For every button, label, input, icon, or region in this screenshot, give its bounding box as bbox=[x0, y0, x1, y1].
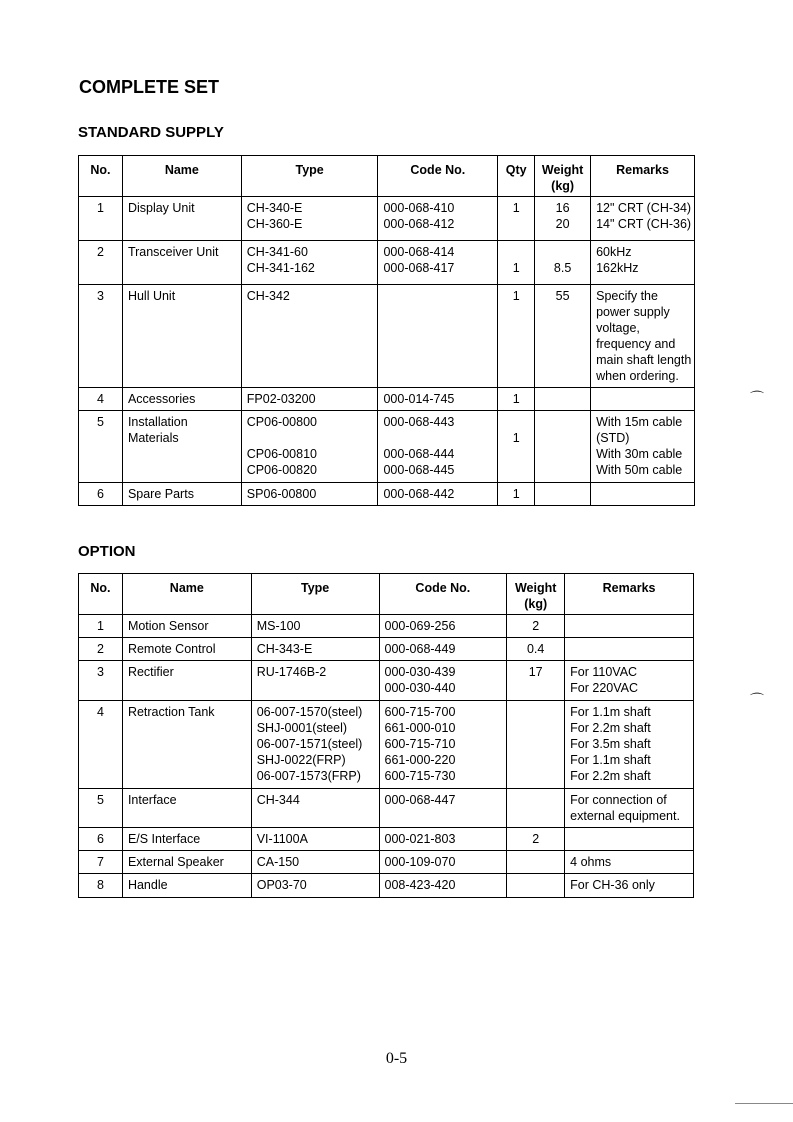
cell-weight bbox=[535, 483, 591, 506]
weight-line: 16 bbox=[555, 201, 570, 215]
name-line: Motion Sensor bbox=[127, 619, 209, 633]
code-line: 000-030-439 bbox=[384, 665, 456, 679]
type-line: CH-341-60 bbox=[246, 245, 308, 259]
cell-weight bbox=[535, 411, 591, 483]
cell-code bbox=[378, 241, 498, 285]
name-line: Interface bbox=[127, 793, 177, 807]
weight-line: 55 bbox=[555, 289, 570, 303]
table-row bbox=[79, 789, 694, 828]
cell-no: 7 bbox=[79, 851, 123, 874]
cell-type bbox=[241, 388, 378, 411]
cell-remarks bbox=[565, 661, 694, 701]
cell-remarks bbox=[565, 828, 694, 851]
type-line: 06-007-1571(steel) bbox=[256, 737, 363, 751]
name-line: E/S Interface bbox=[127, 832, 201, 846]
cell-code bbox=[379, 851, 507, 874]
cell-type bbox=[251, 851, 379, 874]
cell-type bbox=[251, 638, 379, 661]
cell-remarks bbox=[591, 411, 695, 483]
weight-line: 20 bbox=[555, 217, 570, 231]
cell-name bbox=[122, 483, 241, 506]
option-header-no: No. bbox=[79, 574, 123, 615]
cell-remarks bbox=[565, 874, 694, 898]
type-line: CH-344 bbox=[256, 793, 300, 807]
code-line bbox=[383, 430, 497, 446]
cell-type bbox=[241, 411, 378, 483]
type-line: 06-007-1573(FRP) bbox=[256, 769, 361, 783]
cell-no: 6 bbox=[79, 828, 123, 851]
name-line: Accessories bbox=[127, 392, 196, 406]
cell-type bbox=[251, 828, 379, 851]
cell-weight bbox=[507, 851, 565, 874]
table-row bbox=[79, 483, 695, 506]
cell-weight bbox=[507, 701, 565, 789]
type-line: CP06-00820 bbox=[246, 463, 317, 477]
code-line: 000-068-443 bbox=[383, 415, 455, 429]
cell-remarks bbox=[565, 638, 694, 661]
weight-line: 2 bbox=[532, 832, 540, 846]
code-line: 000-030-440 bbox=[384, 681, 456, 695]
cell-type bbox=[251, 701, 379, 789]
remarks-line: 14" CRT (CH-36) bbox=[596, 217, 692, 231]
remarks-line: For CH-36 only bbox=[570, 878, 655, 892]
standard-supply-table bbox=[78, 155, 695, 506]
qty-line: 1 bbox=[512, 392, 520, 406]
cell-remarks bbox=[565, 615, 694, 638]
cell-code bbox=[378, 285, 498, 388]
cell-type bbox=[251, 874, 379, 898]
cell-weight bbox=[507, 661, 565, 701]
option-header-type: Type bbox=[251, 574, 379, 615]
weight-line bbox=[535, 244, 590, 260]
cell-name bbox=[122, 828, 251, 851]
page-number: 0-5 bbox=[385, 1050, 408, 1067]
code-line: 000-069-256 bbox=[384, 619, 456, 633]
code-line: 000-068-442 bbox=[383, 487, 455, 501]
cell-code bbox=[379, 828, 507, 851]
cell-no: 4 bbox=[79, 388, 123, 411]
type-line: SHJ-0001(steel) bbox=[256, 721, 348, 735]
code-line: 000-109-070 bbox=[384, 855, 456, 869]
qty-line: 1 bbox=[512, 487, 520, 501]
weight-line bbox=[535, 414, 590, 430]
page-title: COMPLETE SET bbox=[79, 77, 220, 97]
cell-weight bbox=[507, 615, 565, 638]
remarks-line: For 110VAC bbox=[570, 665, 638, 679]
table-row bbox=[79, 241, 695, 285]
remarks-line bbox=[596, 486, 694, 502]
code-line: 600-715-710 bbox=[384, 737, 456, 751]
cell-name bbox=[122, 789, 251, 828]
remarks-line: With 30m cable bbox=[596, 447, 683, 461]
remarks-line: (STD) bbox=[596, 431, 630, 445]
option-header-code: Code No. bbox=[379, 574, 507, 615]
table-row bbox=[79, 285, 695, 388]
footer-rule bbox=[735, 1103, 793, 1104]
cell-qty bbox=[498, 197, 535, 241]
header-qty: Qty bbox=[498, 156, 535, 197]
qty-line: 1 bbox=[512, 261, 520, 275]
weight-line bbox=[507, 854, 564, 870]
code-line: 000-068-444 bbox=[383, 447, 455, 461]
cell-remarks bbox=[591, 388, 695, 411]
cell-weight bbox=[535, 388, 591, 411]
cell-code bbox=[379, 701, 507, 789]
code-line: 000-068-414 bbox=[383, 245, 455, 259]
remarks-line: For connection of bbox=[570, 793, 667, 807]
table-row bbox=[79, 701, 694, 789]
cell-remarks bbox=[591, 285, 695, 388]
name-line: External Speaker bbox=[127, 855, 224, 869]
remarks-line: power supply bbox=[596, 305, 670, 319]
remarks-line: external equipment. bbox=[570, 809, 680, 823]
cell-qty bbox=[498, 411, 535, 483]
cell-remarks bbox=[565, 701, 694, 789]
remarks-line: voltage, bbox=[596, 321, 640, 335]
remarks-line: when ordering. bbox=[596, 369, 679, 383]
table-row bbox=[79, 874, 694, 898]
cell-weight bbox=[535, 285, 591, 388]
code-line: 000-068-410 bbox=[383, 201, 455, 215]
remarks-line: 60kHz bbox=[596, 245, 632, 259]
qty-line bbox=[498, 244, 534, 260]
cell-remarks bbox=[591, 197, 695, 241]
weight-line: 8.5 bbox=[553, 261, 572, 275]
cell-code bbox=[378, 388, 498, 411]
cell-name bbox=[122, 661, 251, 701]
code-line: 000-014-745 bbox=[383, 392, 455, 406]
table-row bbox=[79, 828, 694, 851]
type-line: CP06-00800 bbox=[246, 415, 317, 429]
option-header-weight-label: Weight bbox=[514, 581, 557, 595]
cell-name bbox=[122, 615, 251, 638]
cell-type bbox=[241, 483, 378, 506]
name-line: Rectifier bbox=[127, 665, 174, 679]
cell-no: 8 bbox=[79, 874, 123, 898]
name-line: Hull Unit bbox=[127, 289, 176, 303]
cell-qty bbox=[498, 388, 535, 411]
weight-line bbox=[535, 391, 590, 407]
qty-line: 1 bbox=[512, 201, 520, 215]
name-line: Installation bbox=[127, 415, 188, 429]
name-line: Retraction Tank bbox=[127, 705, 215, 719]
type-line: CH-341-162 bbox=[246, 261, 315, 275]
cell-no: 2 bbox=[79, 638, 123, 661]
cell-type bbox=[241, 241, 378, 285]
remarks-line: 12" CRT (CH-34) bbox=[596, 201, 692, 215]
table-row bbox=[79, 615, 694, 638]
header-code: Code No. bbox=[378, 156, 498, 197]
type-line: OP03-70 bbox=[256, 878, 307, 892]
cell-type bbox=[251, 789, 379, 828]
cell-weight bbox=[535, 197, 591, 241]
cell-code bbox=[378, 483, 498, 506]
cell-name bbox=[122, 638, 251, 661]
type-line: CH-342 bbox=[246, 289, 290, 303]
weight-line bbox=[507, 704, 564, 720]
cell-name bbox=[122, 241, 241, 285]
cell-name bbox=[122, 874, 251, 898]
remarks-line bbox=[570, 641, 693, 657]
remarks-line: For 2.2m shaft bbox=[570, 721, 651, 735]
remarks-line: With 15m cable bbox=[596, 415, 683, 429]
table-row bbox=[79, 661, 694, 701]
remarks-line: For 1.1m shaft bbox=[570, 705, 651, 719]
cell-code bbox=[379, 874, 507, 898]
option-header-remarks: Remarks bbox=[565, 574, 694, 615]
cell-type bbox=[241, 285, 378, 388]
cell-name bbox=[122, 411, 241, 483]
cell-qty bbox=[498, 285, 535, 388]
cell-no: 1 bbox=[79, 615, 123, 638]
option-header-weight-unit: (kg) bbox=[524, 597, 548, 611]
name-line: Materials bbox=[127, 431, 179, 445]
type-line: CH-360-E bbox=[246, 217, 303, 231]
type-line: CA-150 bbox=[256, 855, 300, 869]
cell-weight bbox=[507, 638, 565, 661]
cell-no: 3 bbox=[79, 661, 123, 701]
header-type: Type bbox=[241, 156, 378, 197]
type-line: SP06-00800 bbox=[246, 487, 317, 501]
remarks-line: 4 ohms bbox=[570, 855, 612, 869]
standard-supply-heading: STANDARD SUPPLY bbox=[78, 124, 224, 141]
code-line: 600-715-700 bbox=[384, 705, 456, 719]
header-weight bbox=[535, 156, 591, 197]
remarks-line bbox=[570, 831, 693, 847]
cell-name bbox=[122, 285, 241, 388]
cell-name bbox=[122, 197, 241, 241]
code-line bbox=[383, 288, 497, 304]
cell-name bbox=[122, 388, 241, 411]
code-line: 000-068-417 bbox=[383, 261, 455, 275]
cell-remarks bbox=[591, 483, 695, 506]
qty-line: 1 bbox=[512, 431, 520, 445]
cell-code bbox=[378, 197, 498, 241]
cell-remarks bbox=[565, 851, 694, 874]
cell-weight bbox=[507, 789, 565, 828]
cell-code bbox=[379, 638, 507, 661]
name-line: Display Unit bbox=[127, 201, 195, 215]
code-line: 008-423-420 bbox=[384, 878, 456, 892]
cell-qty bbox=[498, 483, 535, 506]
cell-no: 5 bbox=[79, 411, 123, 483]
header-name: Name bbox=[122, 156, 241, 197]
code-line: 600-715-730 bbox=[384, 769, 456, 783]
cell-name bbox=[122, 851, 251, 874]
margin-mark: ⌒ bbox=[750, 692, 764, 708]
type-line: SHJ-0022(FRP) bbox=[256, 753, 346, 767]
cell-weight bbox=[535, 241, 591, 285]
remarks-line: For 220VAC bbox=[570, 681, 639, 695]
cell-remarks bbox=[591, 241, 695, 285]
type-line: CH-340-E bbox=[246, 201, 303, 215]
type-line: FP02-03200 bbox=[246, 392, 316, 406]
qty-line bbox=[498, 414, 534, 430]
cell-no: 3 bbox=[79, 285, 123, 388]
remarks-line: For 1.1m shaft bbox=[570, 753, 651, 767]
cell-type bbox=[251, 661, 379, 701]
weight-line: 0.4 bbox=[526, 642, 545, 656]
weight-line bbox=[507, 877, 564, 893]
remarks-line: 162kHz bbox=[596, 261, 639, 275]
name-line: Handle bbox=[127, 878, 168, 892]
name-line: Spare Parts bbox=[127, 487, 194, 501]
cell-qty bbox=[498, 241, 535, 285]
header-weight-label: Weight bbox=[541, 163, 584, 177]
type-line: VI-1100A bbox=[256, 832, 308, 846]
cell-no: 4 bbox=[79, 701, 123, 789]
remarks-line: frequency and bbox=[596, 337, 676, 351]
type-line bbox=[247, 430, 378, 446]
table-row bbox=[79, 197, 695, 241]
weight-line: 17 bbox=[528, 665, 543, 679]
cell-code bbox=[379, 615, 507, 638]
qty-line: 1 bbox=[512, 289, 520, 303]
name-line: Transceiver Unit bbox=[127, 245, 219, 259]
cell-code bbox=[379, 789, 507, 828]
type-line: CH-343-E bbox=[256, 642, 313, 656]
option-heading: OPTION bbox=[78, 543, 136, 560]
cell-remarks bbox=[565, 789, 694, 828]
type-line: RU-1746B-2 bbox=[256, 665, 327, 679]
option-header-name: Name bbox=[122, 574, 251, 615]
header-remarks: Remarks bbox=[591, 156, 695, 197]
table-row bbox=[79, 638, 694, 661]
code-line: 661-000-010 bbox=[384, 721, 456, 735]
cell-no: 5 bbox=[79, 789, 123, 828]
type-line: CP06-00810 bbox=[246, 447, 317, 461]
code-line: 000-068-412 bbox=[383, 217, 455, 231]
code-line: 000-068-449 bbox=[384, 642, 456, 656]
option-header-weight bbox=[507, 574, 565, 615]
cell-no: 2 bbox=[79, 241, 123, 285]
margin-mark: ⌒ bbox=[750, 390, 764, 406]
code-line: 661-000-220 bbox=[384, 753, 456, 767]
table-row bbox=[79, 411, 695, 483]
remarks-line: For 2.2m shaft bbox=[570, 769, 651, 783]
weight-line: 2 bbox=[532, 619, 540, 633]
code-line: 000-068-445 bbox=[383, 463, 455, 477]
code-line: 000-021-803 bbox=[384, 832, 456, 846]
weight-line bbox=[535, 486, 590, 502]
cell-weight bbox=[507, 874, 565, 898]
cell-type bbox=[251, 615, 379, 638]
weight-line bbox=[507, 792, 564, 808]
header-no: No. bbox=[79, 156, 123, 197]
cell-type bbox=[241, 197, 378, 241]
table-row bbox=[79, 388, 695, 411]
cell-weight bbox=[507, 828, 565, 851]
type-line: MS-100 bbox=[256, 619, 301, 633]
option-table bbox=[78, 573, 694, 898]
cell-no: 6 bbox=[79, 483, 123, 506]
table-row bbox=[79, 851, 694, 874]
cell-code bbox=[378, 411, 498, 483]
remarks-line: main shaft length bbox=[596, 353, 692, 367]
cell-no: 1 bbox=[79, 197, 123, 241]
type-line: 06-007-1570(steel) bbox=[256, 705, 363, 719]
cell-name bbox=[122, 701, 251, 789]
name-line: Remote Control bbox=[127, 642, 216, 656]
code-line: 000-068-447 bbox=[384, 793, 456, 807]
remarks-line: For 3.5m shaft bbox=[570, 737, 651, 751]
cell-code bbox=[379, 661, 507, 701]
remarks-line: With 50m cable bbox=[596, 463, 683, 477]
remarks-line bbox=[596, 391, 694, 407]
remarks-line: Specify the bbox=[596, 289, 658, 303]
remarks-line bbox=[570, 618, 693, 634]
header-weight-unit: (kg) bbox=[551, 179, 575, 193]
